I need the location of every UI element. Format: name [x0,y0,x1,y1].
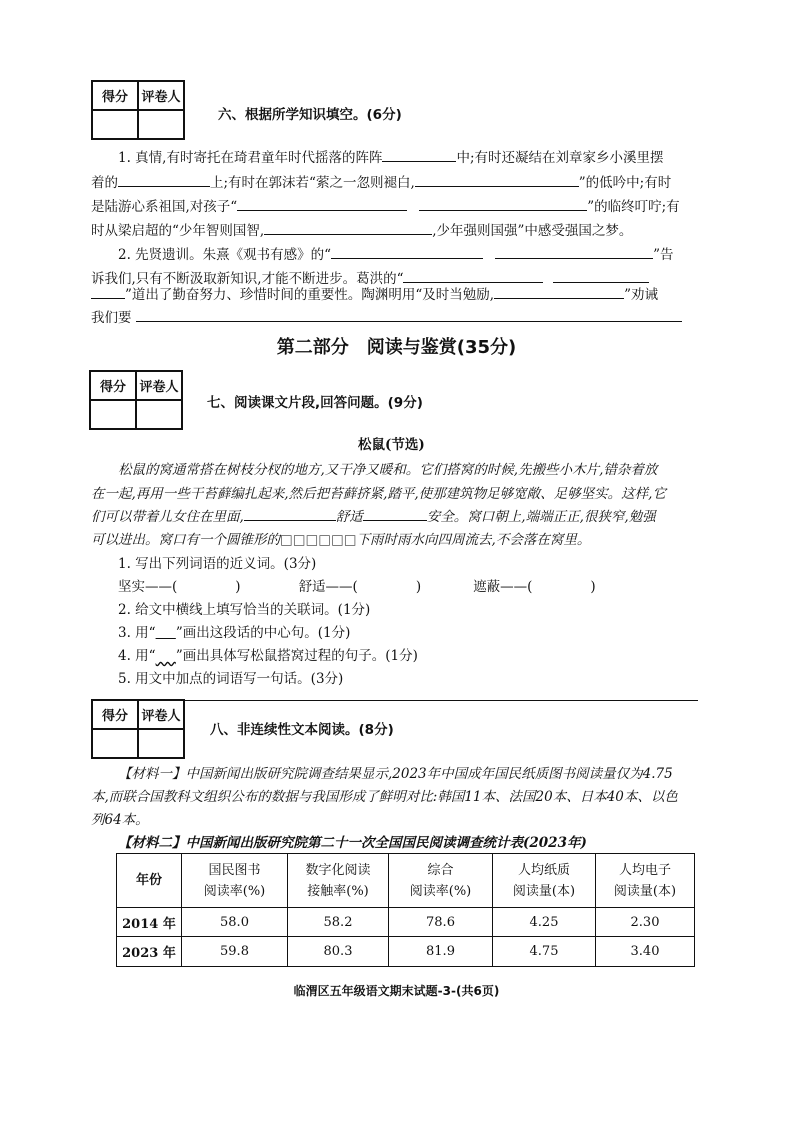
synonym-input[interactable] [358,577,416,591]
header-ebook-per-capita: 人均电子 阅读量(本) [596,854,695,908]
table-cell: 2.30 [596,908,695,937]
table-cell: 2023 年 [117,937,182,967]
s6-q2-line3: ”道出了勤奋努力、珍惜时间的重要性。陶渊明用“及时当勉励, ”劝诫 [91,283,658,303]
synonym-row: 坚实——( ) 舒适——( ) 遮蔽——( ) [118,579,596,595]
s6-q1-line2: 着的 上;有时在郭沫若“萦之一忽则褪白, ”的低吟中;有时 [91,171,671,191]
table-cell: 81.9 [389,937,493,967]
blank-input[interactable] [419,196,587,211]
passage-line-3: 们可以带着儿女住在里面, 舒适 安全。窝口朝上,端端正正,很狭窄,勉强 [91,505,656,525]
blank-input[interactable] [91,284,125,299]
blank-input[interactable] [494,284,624,299]
page-footer: 临渭区五年级语文期末试题-3-(共6页) [293,984,500,998]
reading-survey-table [116,853,695,967]
blank-input[interactable] [382,147,456,162]
header-paper-per-capita: 人均纸质 阅读量(本) [493,854,596,908]
synonym-input[interactable] [532,577,590,591]
score-label: 得分 [90,371,136,400]
s7-q3: 3. 用“ ”画出这段话的中心句。(1分) [118,625,351,641]
material1-line-1: 【材料一】中国新闻出版研究院调查结果显示,2023年中国成年国民纸质图书阅读量仅为4.75 [118,766,673,782]
blank-input[interactable] [118,172,210,187]
s7-q1: 1. 写出下列词语的近义词。(3分) [118,556,317,572]
table-cell: 4.75 [493,937,596,967]
table-cell: 59.8 [182,937,288,967]
table-row [117,908,695,937]
table-cell: 78.6 [389,908,493,937]
table-cell: 80.3 [288,937,389,967]
blank-input[interactable] [495,244,653,259]
material1-line-3: 列64本。 [91,812,149,828]
blank-input[interactable] [244,506,336,521]
score-label: 得分 [92,700,138,729]
grader-entry-cell[interactable] [138,110,184,139]
part2-title: 第二部分 阅读与鉴赏(35分) [276,337,517,358]
score-entry-cell[interactable] [90,400,136,429]
blank-input[interactable] [363,506,427,521]
s6-q2-line1: 2. 先贤遗训。朱熹《观书有感》的“ ”告 [118,243,673,263]
passage-line-1: 松鼠的窝通常搭在树枝分杈的地方,又干净又暖和。它们搭窝的时候,先搬些小木片,错杂着放 [118,462,658,478]
header-overall-reading-rate: 综合 阅读率(%) [389,854,493,908]
blank-input[interactable] [415,172,579,187]
section6-title: 六、根据所学知识填空。(6分) [218,107,402,123]
s6-q1-line4: 时从梁启超的“少年智则国智, ,少年强则国强”中感受强国之梦。 [91,219,632,239]
grader-entry-cell[interactable] [138,729,184,758]
table-cell: 2014 年 [117,908,182,937]
straight-underline-symbol [156,625,176,641]
s6-q2-line4: 我们要 [91,310,132,326]
header-book-reading-rate: 国民图书 阅读率(%) [182,854,288,908]
grader-label: 评卷人 [138,81,184,110]
table-cell: 58.0 [182,908,288,937]
answer-line[interactable] [136,321,682,322]
synonym-input[interactable] [177,577,235,591]
material2-title: 【材料二】中国新闻出版研究院第二十一次全国国民阅读调查统计表(2023年) [118,835,587,851]
grader-entry-cell[interactable] [136,400,182,429]
table-cell: 3.40 [596,937,695,967]
s6-q1-line3: 是陆游心系祖国,对孩子“ ”的临终叮咛;有 [91,195,680,215]
header-year: 年份 [117,854,182,908]
blank-input[interactable] [331,244,483,259]
blank-input[interactable] [264,220,432,235]
s6-q2-line2: 诉我们,只有不断汲取新知识,才能不断进步。葛洪的“ [91,267,649,287]
score-label: 得分 [92,81,138,110]
section8-title: 八、非连续性文本阅读。(8分) [210,722,394,738]
s7-q2: 2. 给文中横线上填写恰当的关联词。(1分) [118,602,371,618]
blank-input[interactable] [403,268,543,283]
answer-line[interactable] [118,700,698,701]
blank-input[interactable] [237,196,407,211]
table-row [117,937,695,967]
s6-q1-line1: 1. 真情,有时寄托在琦君童年时代摇落的阵阵 中;有时还凝结在刘章家乡小溪里摆 [118,146,664,166]
s7-q4: 4. 用“ ”画出具体写松鼠搭窝过程的句子。(1分) [118,648,418,664]
table-cell: 58.2 [288,908,389,937]
grader-label: 评卷人 [138,700,184,729]
table-header-row [117,854,695,908]
s7-q5: 5. 用文中加点的词语写一句话。(3分) [118,671,344,687]
passage-title: 松鼠(节选) [358,437,425,453]
table-cell: 4.25 [493,908,596,937]
score-box-section6 [91,80,185,140]
score-box-section8 [91,699,185,759]
blank-input[interactable] [553,268,649,283]
wavy-underline-symbol [156,648,176,664]
passage-line-4: 可以进出。窝口有一个圆锥形的□□□□□□下雨时雨水向四周流去,不会落在窝里。 [91,532,591,548]
score-box-section7 [89,370,183,430]
grader-label: 评卷人 [136,371,182,400]
material1-line-2: 本,而联合国教科文组织公布的数据与我国形成了鲜明对比:韩国11本、法国20本、日本40本、以色 [91,789,678,805]
score-entry-cell[interactable] [92,110,138,139]
passage-line-2: 在一起,再用一些干苔藓编扎起来,然后把苔藓挤紧,踏平,使那建筑物足够宽敞、足够坚实。这样,它 [91,486,666,502]
section7-title: 七、阅读课文片段,回答问题。(9分) [207,395,423,411]
header-digital-contact-rate: 数字化阅读 接触率(%) [288,854,389,908]
score-entry-cell[interactable] [92,729,138,758]
